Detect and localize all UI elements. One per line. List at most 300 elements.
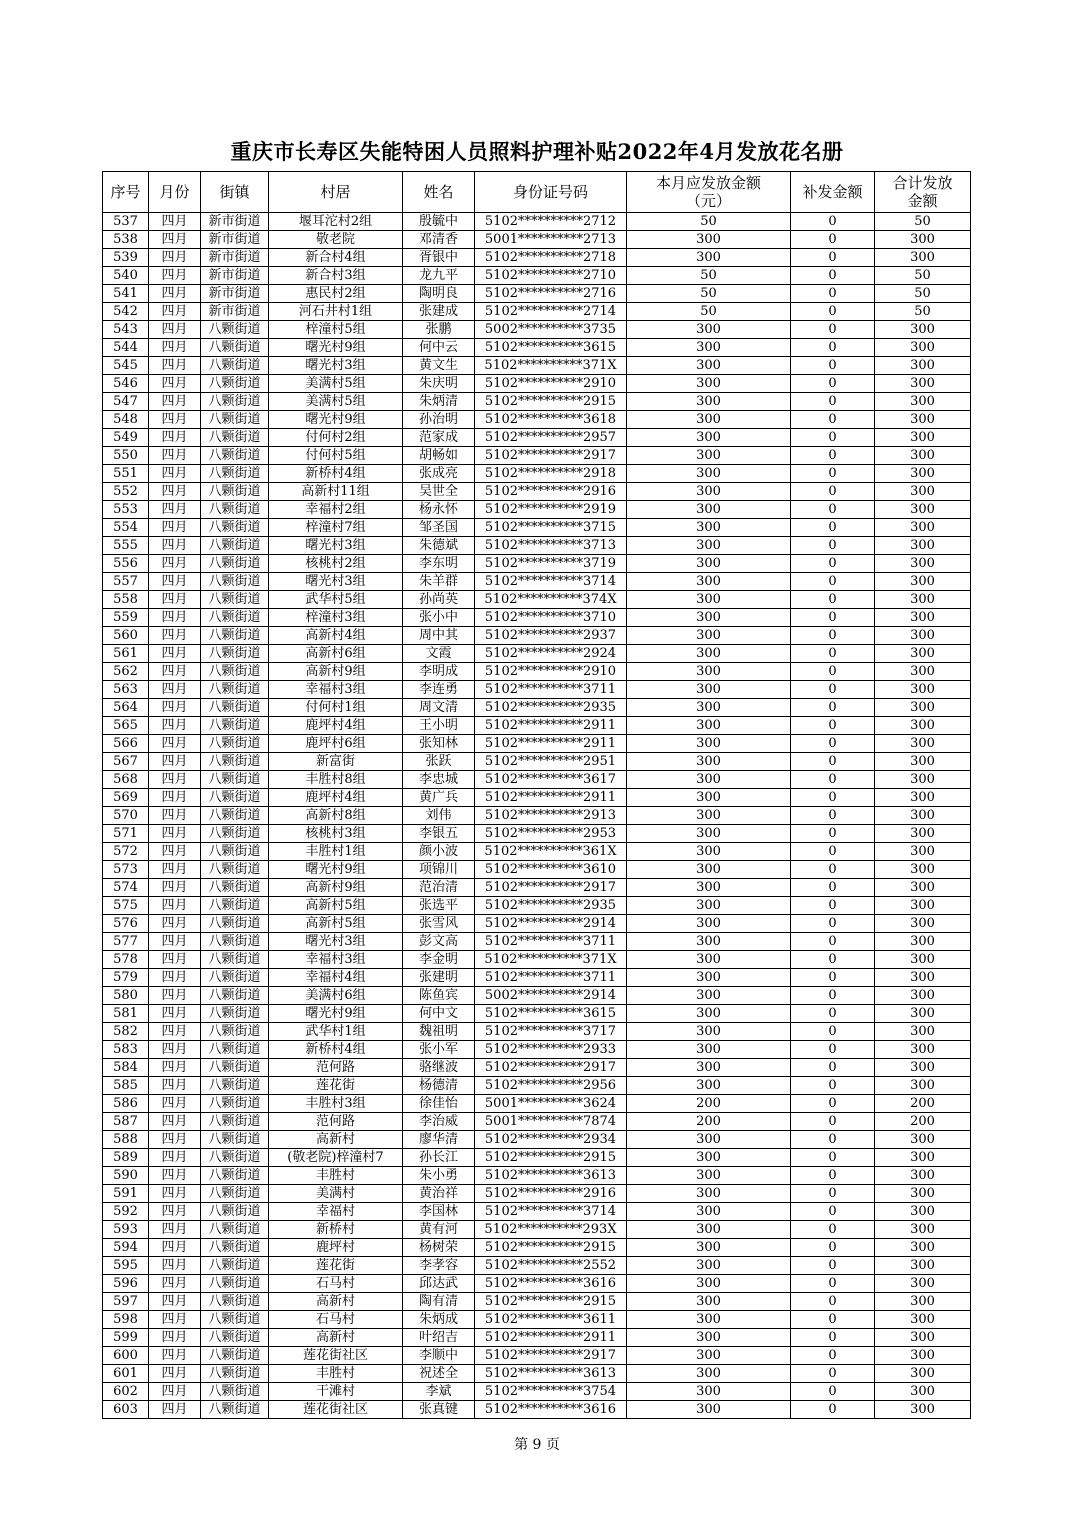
cell-index: 564 (103, 699, 149, 717)
cell-month: 四月 (149, 645, 201, 663)
cell-monthly-amount: 300 (627, 555, 791, 573)
cell-name: 范治清 (403, 879, 475, 897)
table-row (103, 843, 971, 861)
cell-supplement-amount: 0 (791, 411, 875, 429)
cell-supplement-amount: 0 (791, 951, 875, 969)
cell-total-amount: 300 (875, 1365, 971, 1383)
table-row (103, 1095, 971, 1113)
cell-month: 四月 (149, 861, 201, 879)
cell-name: 彭文高 (403, 933, 475, 951)
cell-village: 干滩村 (269, 1383, 403, 1401)
cell-village: 曙光村3组 (269, 537, 403, 555)
cell-month: 四月 (149, 897, 201, 915)
cell-village: 幸福村3组 (269, 951, 403, 969)
cell-name: 杨永怀 (403, 501, 475, 519)
table-row (103, 861, 971, 879)
cell-id-number: 5102**********3610 (475, 861, 627, 879)
table-row (103, 663, 971, 681)
cell-index: 575 (103, 897, 149, 915)
cell-month: 四月 (149, 987, 201, 1005)
cell-index: 597 (103, 1293, 149, 1311)
cell-name: 陈鱼宾 (403, 987, 475, 1005)
table-row (103, 339, 971, 357)
cell-index: 581 (103, 1005, 149, 1023)
cell-street: 八颗街道 (201, 1077, 269, 1095)
header-cell-id-number: 身份证号码 (475, 172, 627, 213)
table-row (103, 267, 971, 285)
cell-total-amount: 200 (875, 1095, 971, 1113)
cell-index: 537 (103, 213, 149, 231)
table-row (103, 897, 971, 915)
cell-month: 四月 (149, 1185, 201, 1203)
cell-index: 555 (103, 537, 149, 555)
cell-total-amount: 300 (875, 249, 971, 267)
cell-supplement-amount: 0 (791, 447, 875, 465)
cell-name: 项锦川 (403, 861, 475, 879)
cell-id-number: 5102**********2911 (475, 789, 627, 807)
cell-name: 张小军 (403, 1041, 475, 1059)
cell-name: 殷毓中 (403, 213, 475, 231)
table-row (103, 483, 971, 501)
cell-month: 四月 (149, 789, 201, 807)
cell-name: 张选平 (403, 897, 475, 915)
cell-month: 四月 (149, 753, 201, 771)
cell-street: 八颗街道 (201, 951, 269, 969)
cell-street: 八颗街道 (201, 375, 269, 393)
cell-supplement-amount: 0 (791, 987, 875, 1005)
cell-month: 四月 (149, 1023, 201, 1041)
cell-total-amount: 300 (875, 771, 971, 789)
cell-month: 四月 (149, 1149, 201, 1167)
table-row (103, 699, 971, 717)
cell-monthly-amount: 300 (627, 969, 791, 987)
cell-index: 547 (103, 393, 149, 411)
cell-total-amount: 300 (875, 573, 971, 591)
cell-village: 丰胜村1组 (269, 843, 403, 861)
cell-street: 八颗街道 (201, 393, 269, 411)
cell-month: 四月 (149, 303, 201, 321)
cell-village: 高新村9组 (269, 663, 403, 681)
cell-village: 河石井村1组 (269, 303, 403, 321)
cell-total-amount: 300 (875, 951, 971, 969)
cell-monthly-amount: 300 (627, 1149, 791, 1167)
cell-supplement-amount: 0 (791, 1293, 875, 1311)
cell-street: 八颗街道 (201, 1149, 269, 1167)
cell-index: 589 (103, 1149, 149, 1167)
cell-month: 四月 (149, 591, 201, 609)
cell-index: 551 (103, 465, 149, 483)
cell-id-number: 5102**********2710 (475, 267, 627, 285)
cell-id-number: 5102**********2911 (475, 735, 627, 753)
cell-id-number: 5102**********2914 (475, 915, 627, 933)
cell-name: 黄广兵 (403, 789, 475, 807)
cell-name: 李银五 (403, 825, 475, 843)
cell-name: 邱达武 (403, 1275, 475, 1293)
cell-village: 美满村5组 (269, 393, 403, 411)
table-row (103, 789, 971, 807)
cell-supplement-amount: 0 (791, 1401, 875, 1419)
table-row (103, 1383, 971, 1401)
cell-supplement-amount: 0 (791, 231, 875, 249)
cell-name: 魏祖明 (403, 1023, 475, 1041)
cell-street: 八颗街道 (201, 591, 269, 609)
cell-village: 高新村6组 (269, 645, 403, 663)
cell-total-amount: 300 (875, 717, 971, 735)
cell-id-number: 5102**********2910 (475, 663, 627, 681)
cell-monthly-amount: 300 (627, 897, 791, 915)
cell-monthly-amount: 300 (627, 357, 791, 375)
cell-id-number: 5102**********3613 (475, 1167, 627, 1185)
cell-total-amount: 300 (875, 1149, 971, 1167)
cell-village: 美满村5组 (269, 375, 403, 393)
cell-supplement-amount: 0 (791, 357, 875, 375)
cell-id-number: 5102**********2918 (475, 465, 627, 483)
cell-month: 四月 (149, 717, 201, 735)
cell-supplement-amount: 0 (791, 303, 875, 321)
cell-total-amount: 300 (875, 879, 971, 897)
cell-id-number: 5102**********2917 (475, 879, 627, 897)
cell-street: 八颗街道 (201, 429, 269, 447)
cell-supplement-amount: 0 (791, 843, 875, 861)
cell-total-amount: 300 (875, 1293, 971, 1311)
cell-supplement-amount: 0 (791, 1221, 875, 1239)
cell-street: 八颗街道 (201, 735, 269, 753)
table-body (103, 213, 971, 1419)
cell-village: 幸福村 (269, 1203, 403, 1221)
cell-monthly-amount: 300 (627, 843, 791, 861)
cell-monthly-amount: 300 (627, 789, 791, 807)
cell-total-amount: 300 (875, 1203, 971, 1221)
cell-village: 鹿坪村4组 (269, 789, 403, 807)
cell-village: 梓潼村7组 (269, 519, 403, 537)
cell-index: 598 (103, 1311, 149, 1329)
cell-street: 新市街道 (201, 285, 269, 303)
cell-street: 八颗街道 (201, 987, 269, 1005)
header-cell-village: 村居 (269, 172, 403, 213)
cell-village: 幸福村2组 (269, 501, 403, 519)
cell-street: 八颗街道 (201, 1095, 269, 1113)
cell-monthly-amount: 300 (627, 825, 791, 843)
cell-index: 573 (103, 861, 149, 879)
cell-name: 祝述全 (403, 1365, 475, 1383)
cell-id-number: 5102**********2913 (475, 807, 627, 825)
cell-village: 丰胜村3组 (269, 1095, 403, 1113)
cell-supplement-amount: 0 (791, 393, 875, 411)
cell-id-number: 5102**********3618 (475, 411, 627, 429)
table-row (103, 987, 971, 1005)
table-row (103, 1059, 971, 1077)
cell-supplement-amount: 0 (791, 1077, 875, 1095)
cell-total-amount: 300 (875, 1257, 971, 1275)
table-row (103, 429, 971, 447)
cell-month: 四月 (149, 1167, 201, 1185)
cell-index: 543 (103, 321, 149, 339)
cell-index: 592 (103, 1203, 149, 1221)
cell-monthly-amount: 300 (627, 1275, 791, 1293)
cell-street: 八颗街道 (201, 789, 269, 807)
cell-index: 601 (103, 1365, 149, 1383)
cell-total-amount: 300 (875, 1023, 971, 1041)
cell-index: 540 (103, 267, 149, 285)
cell-index: 545 (103, 357, 149, 375)
cell-street: 八颗街道 (201, 465, 269, 483)
header-cell-index: 序号 (103, 172, 149, 213)
cell-village: 梓潼村5组 (269, 321, 403, 339)
cell-index: 600 (103, 1347, 149, 1365)
cell-index: 548 (103, 411, 149, 429)
cell-name: 胡畅如 (403, 447, 475, 465)
cell-street: 八颗街道 (201, 771, 269, 789)
cell-id-number: 5102**********3615 (475, 339, 627, 357)
cell-village: 曙光村9组 (269, 339, 403, 357)
cell-id-number: 5001**********7874 (475, 1113, 627, 1131)
cell-supplement-amount: 0 (791, 483, 875, 501)
cell-id-number: 5102**********2716 (475, 285, 627, 303)
cell-name: 何中云 (403, 339, 475, 357)
cell-monthly-amount: 300 (627, 627, 791, 645)
cell-street: 八颗街道 (201, 1257, 269, 1275)
cell-monthly-amount: 300 (627, 1221, 791, 1239)
cell-supplement-amount: 0 (791, 933, 875, 951)
cell-index: 541 (103, 285, 149, 303)
cell-month: 四月 (149, 609, 201, 627)
cell-street: 八颗街道 (201, 1041, 269, 1059)
cell-name: 范家成 (403, 429, 475, 447)
cell-total-amount: 300 (875, 969, 971, 987)
cell-total-amount: 300 (875, 501, 971, 519)
cell-index: 594 (103, 1239, 149, 1257)
cell-village: 高新村 (269, 1131, 403, 1149)
cell-supplement-amount: 0 (791, 213, 875, 231)
header-cell-month: 月份 (149, 172, 201, 213)
cell-street: 八颗街道 (201, 933, 269, 951)
cell-id-number: 5102**********2911 (475, 717, 627, 735)
table-row (103, 1311, 971, 1329)
cell-total-amount: 300 (875, 861, 971, 879)
cell-name: 文霞 (403, 645, 475, 663)
cell-id-number: 5002**********3735 (475, 321, 627, 339)
cell-supplement-amount: 0 (791, 375, 875, 393)
cell-name: 张鹏 (403, 321, 475, 339)
cell-id-number: 5102**********3710 (475, 609, 627, 627)
cell-month: 四月 (149, 1401, 201, 1419)
cell-street: 八颗街道 (201, 681, 269, 699)
cell-name: 张跃 (403, 753, 475, 771)
cell-name: 周文清 (403, 699, 475, 717)
cell-street: 八颗街道 (201, 411, 269, 429)
cell-village: 鹿坪村4组 (269, 717, 403, 735)
table-row (103, 825, 971, 843)
cell-index: 583 (103, 1041, 149, 1059)
cell-month: 四月 (149, 1113, 201, 1131)
cell-total-amount: 300 (875, 1347, 971, 1365)
cell-id-number: 5102**********3613 (475, 1365, 627, 1383)
cell-index: 553 (103, 501, 149, 519)
cell-village: 鹿坪村6组 (269, 735, 403, 753)
cell-month: 四月 (149, 321, 201, 339)
cell-month: 四月 (149, 1131, 201, 1149)
cell-total-amount: 300 (875, 591, 971, 609)
cell-total-amount: 300 (875, 393, 971, 411)
cell-id-number: 5102**********3713 (475, 537, 627, 555)
cell-street: 新市街道 (201, 213, 269, 231)
cell-village: 曙光村9组 (269, 861, 403, 879)
cell-supplement-amount: 0 (791, 1149, 875, 1167)
cell-name: 李顺中 (403, 1347, 475, 1365)
page-footer: 第 9 页 (514, 1437, 560, 1453)
cell-supplement-amount: 0 (791, 645, 875, 663)
cell-month: 四月 (149, 231, 201, 249)
table-row (103, 1365, 971, 1383)
cell-index: 576 (103, 915, 149, 933)
cell-village: 石马村 (269, 1275, 403, 1293)
cell-village: 武华村1组 (269, 1023, 403, 1041)
table-row (103, 645, 971, 663)
cell-street: 八颗街道 (201, 1365, 269, 1383)
cell-monthly-amount: 300 (627, 1041, 791, 1059)
cell-total-amount: 50 (875, 267, 971, 285)
cell-index: 558 (103, 591, 149, 609)
cell-village: 范何路 (269, 1113, 403, 1131)
table-row (103, 1149, 971, 1167)
cell-name: 杨德清 (403, 1077, 475, 1095)
cell-street: 八颗街道 (201, 1113, 269, 1131)
cell-index: 582 (103, 1023, 149, 1041)
cell-index: 596 (103, 1275, 149, 1293)
table-row (103, 249, 971, 267)
table-row (103, 501, 971, 519)
cell-monthly-amount: 300 (627, 1059, 791, 1077)
cell-street: 八颗街道 (201, 573, 269, 591)
cell-supplement-amount: 0 (791, 915, 875, 933)
cell-name: 周中其 (403, 627, 475, 645)
cell-monthly-amount: 300 (627, 915, 791, 933)
table-row (103, 1131, 971, 1149)
cell-name: 孙治明 (403, 411, 475, 429)
table-row (103, 1041, 971, 1059)
cell-index: 602 (103, 1383, 149, 1401)
cell-monthly-amount: 300 (627, 465, 791, 483)
cell-total-amount: 300 (875, 483, 971, 501)
cell-village: 莲花街社区 (269, 1401, 403, 1419)
cell-total-amount: 50 (875, 285, 971, 303)
cell-index: 569 (103, 789, 149, 807)
cell-month: 四月 (149, 915, 201, 933)
cell-street: 八颗街道 (201, 519, 269, 537)
cell-village: 新桥村4组 (269, 465, 403, 483)
cell-id-number: 5102**********3754 (475, 1383, 627, 1401)
table-row (103, 303, 971, 321)
cell-total-amount: 300 (875, 1167, 971, 1185)
cell-supplement-amount: 0 (791, 861, 875, 879)
cell-monthly-amount: 300 (627, 447, 791, 465)
cell-supplement-amount: 0 (791, 681, 875, 699)
cell-supplement-amount: 0 (791, 1059, 875, 1077)
cell-name: 李明成 (403, 663, 475, 681)
cell-monthly-amount: 300 (627, 519, 791, 537)
cell-village: 幸福村4组 (269, 969, 403, 987)
cell-month: 四月 (149, 663, 201, 681)
cell-village: 曙光村9组 (269, 411, 403, 429)
cell-village: 鹿坪村 (269, 1239, 403, 1257)
cell-supplement-amount: 0 (791, 1203, 875, 1221)
cell-month: 四月 (149, 1257, 201, 1275)
cell-village: 曙光村3组 (269, 357, 403, 375)
cell-name: 张成亮 (403, 465, 475, 483)
cell-monthly-amount: 300 (627, 249, 791, 267)
cell-id-number: 5102**********3714 (475, 573, 627, 591)
cell-supplement-amount: 0 (791, 1239, 875, 1257)
cell-id-number: 5102**********2934 (475, 1131, 627, 1149)
cell-monthly-amount: 300 (627, 1401, 791, 1419)
cell-month: 四月 (149, 249, 201, 267)
cell-month: 四月 (149, 843, 201, 861)
cell-village: 新富街 (269, 753, 403, 771)
cell-id-number: 5102**********2957 (475, 429, 627, 447)
header-row (103, 172, 971, 213)
cell-monthly-amount: 300 (627, 681, 791, 699)
cell-id-number: 5102**********3616 (475, 1401, 627, 1419)
cell-name: 李国林 (403, 1203, 475, 1221)
cell-name: 朱小勇 (403, 1167, 475, 1185)
cell-total-amount: 300 (875, 1077, 971, 1095)
cell-street: 八颗街道 (201, 483, 269, 501)
cell-name: 朱炳成 (403, 1311, 475, 1329)
cell-supplement-amount: 0 (791, 825, 875, 843)
cell-supplement-amount: 0 (791, 429, 875, 447)
cell-village: 惠民村2组 (269, 285, 403, 303)
cell-monthly-amount: 300 (627, 1365, 791, 1383)
cell-month: 四月 (149, 375, 201, 393)
cell-monthly-amount: 300 (627, 339, 791, 357)
cell-monthly-amount: 300 (627, 1347, 791, 1365)
table-row (103, 555, 971, 573)
cell-monthly-amount: 300 (627, 537, 791, 555)
cell-village: 高新村4组 (269, 627, 403, 645)
cell-monthly-amount: 300 (627, 1257, 791, 1275)
cell-monthly-amount: 300 (627, 429, 791, 447)
cell-index: 567 (103, 753, 149, 771)
cell-supplement-amount: 0 (791, 573, 875, 591)
cell-supplement-amount: 0 (791, 807, 875, 825)
cell-monthly-amount: 200 (627, 1113, 791, 1131)
cell-street: 八颗街道 (201, 627, 269, 645)
cell-monthly-amount: 300 (627, 645, 791, 663)
cell-name: 何中文 (403, 1005, 475, 1023)
cell-name: 刘伟 (403, 807, 475, 825)
cell-monthly-amount: 300 (627, 753, 791, 771)
cell-name: 张小中 (403, 609, 475, 627)
cell-street: 八颗街道 (201, 609, 269, 627)
cell-village: 曙光村3组 (269, 573, 403, 591)
cell-village: 丰胜村 (269, 1167, 403, 1185)
cell-index: 577 (103, 933, 149, 951)
cell-supplement-amount: 0 (791, 339, 875, 357)
cell-street: 八颗街道 (201, 537, 269, 555)
cell-id-number: 5102**********2935 (475, 699, 627, 717)
cell-village: 曙光村9组 (269, 1005, 403, 1023)
cell-street: 八颗街道 (201, 339, 269, 357)
cell-index: 557 (103, 573, 149, 591)
cell-month: 四月 (149, 537, 201, 555)
cell-index: 554 (103, 519, 149, 537)
cell-name: 黄有河 (403, 1221, 475, 1239)
cell-village: 堰耳沱村2组 (269, 213, 403, 231)
table-row (103, 915, 971, 933)
cell-street: 八颗街道 (201, 717, 269, 735)
cell-index: 544 (103, 339, 149, 357)
cell-supplement-amount: 0 (791, 1311, 875, 1329)
